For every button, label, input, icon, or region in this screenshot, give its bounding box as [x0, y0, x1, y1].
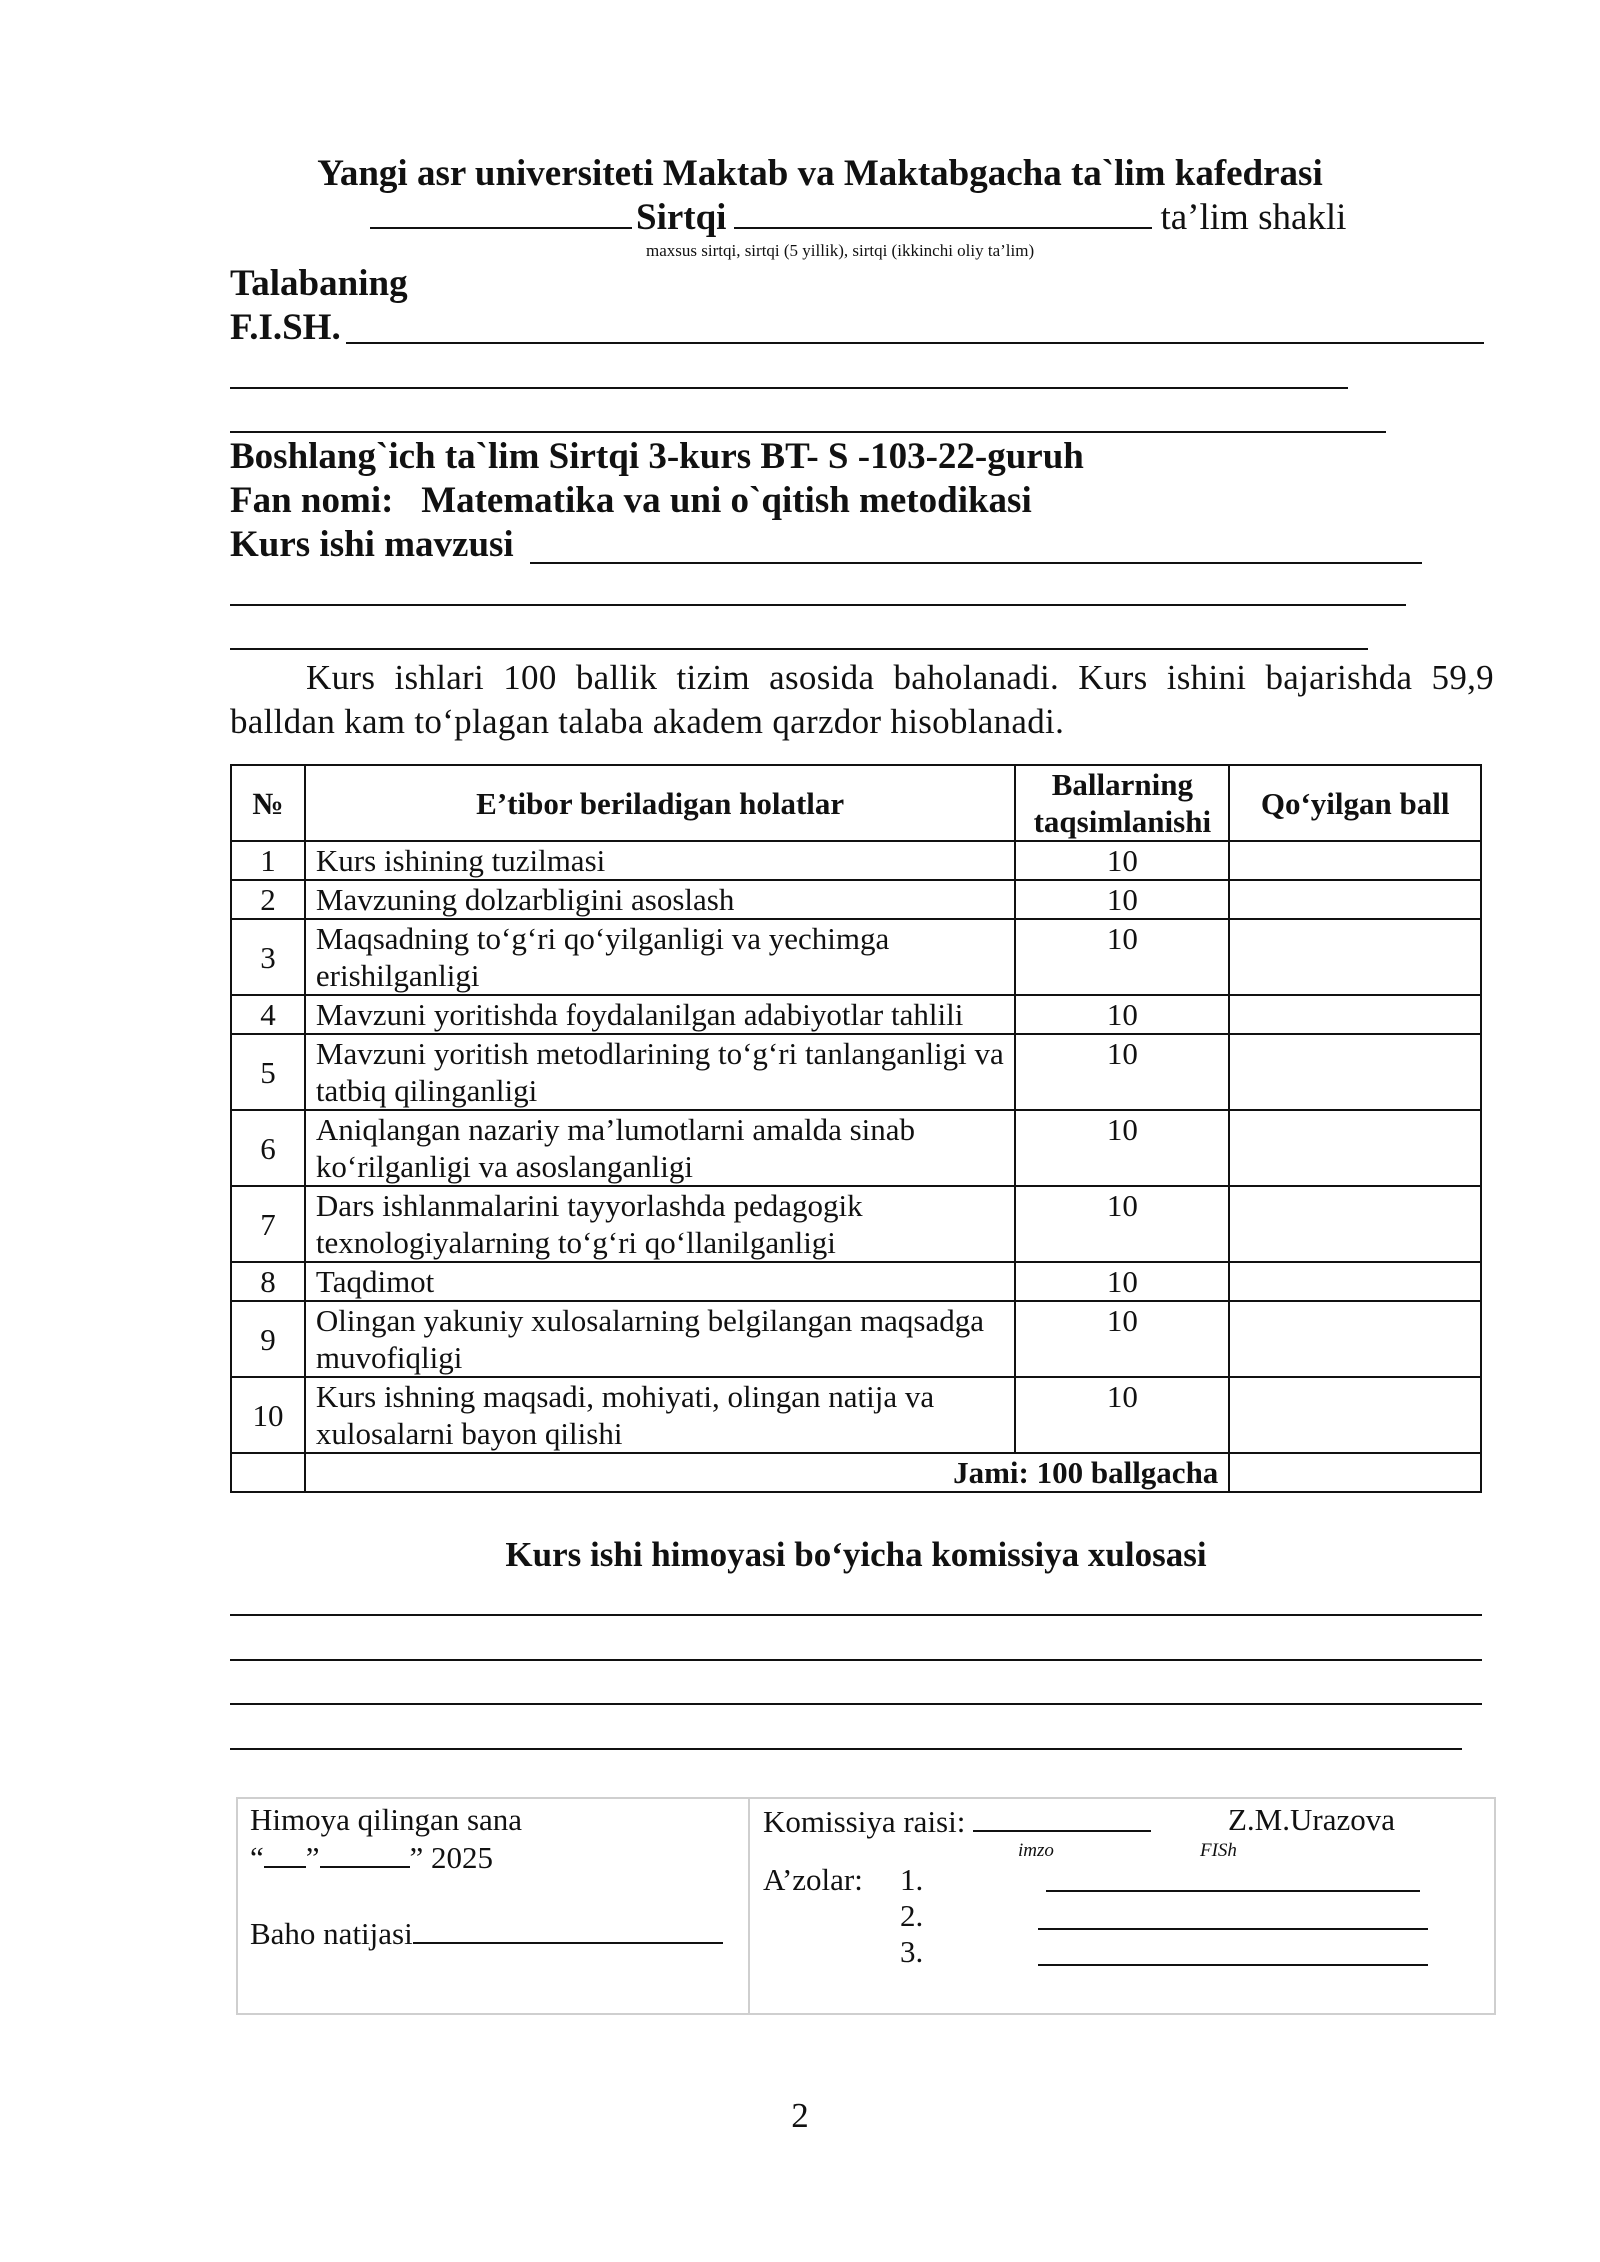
row-points: 10 — [1015, 841, 1229, 880]
table-row — [231, 841, 1481, 880]
commission-chair-label: Komissiya raisi: — [763, 1804, 966, 1839]
grade-result-field — [250, 1914, 723, 1952]
member-blank[interactable] — [1046, 1890, 1420, 1892]
row-criterion: Taqdimot — [305, 1262, 1015, 1301]
table-row — [231, 1034, 1481, 1110]
date-month-blank[interactable] — [320, 1838, 410, 1868]
grade-result-blank[interactable] — [413, 1914, 723, 1944]
header-number: № — [231, 765, 305, 841]
date-day-blank[interactable] — [264, 1838, 306, 1868]
grade-result-label: Baho natijasi — [250, 1916, 413, 1951]
row-points: 10 — [1015, 1301, 1229, 1377]
row-criterion: Mavzuni yoritish metodlarining to‘g‘ri tanlanganligi va tatbiq qilinganligi — [305, 1034, 1015, 1110]
row-number: 8 — [231, 1262, 305, 1301]
table-row — [231, 1262, 1481, 1301]
topic-blank-2 — [230, 604, 1406, 606]
study-form-suffix: ta’lim shakli — [1160, 197, 1347, 238]
conclusion-title: Kurs ishi himoyasi bo‘yicha komissiya xulosasi — [505, 1535, 1207, 1574]
grading-intro: Kurs ishlari 100 ballik tizim asosida baholanadi. Kurs ishini bajarishda 59,9 balldan kam to‘plagan talaba akadem qarzdor hisoblanadi. — [230, 658, 1494, 741]
signature-box-divider — [748, 1797, 750, 2015]
signature-hint: imzo — [1018, 1840, 1054, 1861]
topic-blank — [530, 562, 1422, 564]
member-number: 2. — [900, 1898, 924, 1933]
defense-date-label: Himoya qilingan sana — [250, 1802, 523, 1837]
row-score[interactable] — [1229, 1034, 1481, 1110]
row-points: 10 — [1015, 919, 1229, 995]
table-row — [231, 919, 1481, 995]
table-row — [231, 1186, 1481, 1262]
row-number: 10 — [231, 1377, 305, 1453]
row-criterion: Maqsadning to‘g‘ri qo‘yilganligi va yechimga erishilganligi — [305, 919, 1015, 995]
conclusion-line — [230, 1659, 1482, 1661]
name-hint: FISh — [1200, 1840, 1237, 1861]
study-form-blank-right — [734, 197, 1152, 229]
row-points: 10 — [1015, 1377, 1229, 1453]
grading-table — [230, 764, 1482, 1493]
row-number: 5 — [231, 1034, 305, 1110]
row-points: 10 — [1015, 1034, 1229, 1110]
row-criterion: Mavzuning dolzarbligini asoslash — [305, 880, 1015, 919]
table-total-row — [231, 1453, 1481, 1492]
student-name-blank — [346, 342, 1484, 344]
header-criterion: E’tibor beriladigan holatlar — [305, 765, 1015, 841]
row-number: 7 — [231, 1186, 305, 1262]
student-label: Talabaning — [230, 263, 408, 304]
table-row — [231, 995, 1481, 1034]
header-points: Ballarning taqsimlanishi — [1015, 765, 1229, 841]
total-label: Jami: 100 ballgacha — [305, 1453, 1229, 1492]
row-points: 10 — [1015, 1110, 1229, 1186]
study-form-value: Sirtqi — [636, 197, 727, 238]
row-number: 3 — [231, 919, 305, 995]
subject-value: Matematika va uni o`qitish metodikasi — [421, 480, 1032, 521]
student-name-blank-2 — [230, 387, 1348, 389]
member-blank[interactable] — [1038, 1964, 1428, 1966]
member-blank[interactable] — [1038, 1928, 1428, 1930]
row-number: 6 — [231, 1110, 305, 1186]
group-info: Boshlang`ich ta`lim Sirtqi 3-kurs BT- S -103-22-guruh — [230, 436, 1084, 477]
row-score[interactable] — [1229, 1301, 1481, 1377]
commission-chair-name: Z.M.Urazova — [1228, 1802, 1395, 1837]
row-criterion: Kurs ishning maqsadi, mohiyati, olingan natija va xulosalarni bayon qilishi — [305, 1377, 1015, 1453]
topic-blank-3 — [230, 648, 1368, 650]
table-row — [231, 1301, 1481, 1377]
row-score[interactable] — [1229, 1186, 1481, 1262]
student-name-label: F.I.SH. — [230, 307, 341, 348]
row-score[interactable] — [1229, 1110, 1481, 1186]
row-criterion: Kurs ishining tuzilmasi — [305, 841, 1015, 880]
total-score[interactable] — [1229, 1453, 1481, 1492]
subject-label: Fan nomi: — [230, 480, 394, 521]
row-points: 10 — [1015, 1262, 1229, 1301]
row-score[interactable] — [1229, 919, 1481, 995]
member-number: 1. — [900, 1862, 924, 1897]
commission-chair-field — [763, 1802, 1151, 1840]
row-score[interactable] — [1229, 1262, 1481, 1301]
defense-date-field: “ ” ” 2025 — [250, 1840, 494, 1875]
row-number: 1 — [231, 841, 305, 880]
student-name-blank-3 — [230, 431, 1386, 433]
study-form-hint: maxsus sirtqi, sirtqi (5 yillik), sirtqi (ikkinchi oliy ta’lim) — [646, 241, 1035, 260]
row-score[interactable] — [1229, 880, 1481, 919]
conclusion-line — [230, 1703, 1482, 1705]
row-score[interactable] — [1229, 841, 1481, 880]
row-criterion: Mavzuni yoritishda foydalanilgan adabiyotlar tahlili — [305, 995, 1015, 1034]
row-points: 10 — [1015, 880, 1229, 919]
study-form-blank-left — [370, 197, 632, 229]
page-number: 2 — [791, 2096, 809, 2135]
conclusion-line — [230, 1748, 1462, 1750]
chair-signature-blank[interactable] — [973, 1802, 1151, 1832]
subject-line — [230, 479, 1032, 522]
table-row — [231, 1377, 1481, 1453]
row-criterion: Olingan yakuniy xulosalarning belgilangan maqsadga muvofiqligi — [305, 1301, 1015, 1377]
row-points: 10 — [1015, 995, 1229, 1034]
table-row — [231, 1110, 1481, 1186]
row-number: 9 — [231, 1301, 305, 1377]
conclusion-line — [230, 1614, 1482, 1616]
university-title: Yangi asr universiteti Maktab va Maktabgacha ta`lim kafedrasi — [317, 153, 1323, 194]
row-score[interactable] — [1229, 1377, 1481, 1453]
total-empty-cell — [231, 1453, 305, 1492]
members-label: A’zolar: — [763, 1862, 863, 1897]
header-score: Qo‘yilgan ball — [1229, 765, 1481, 841]
row-number: 4 — [231, 995, 305, 1034]
table-row — [231, 880, 1481, 919]
member-number: 3. — [900, 1934, 924, 1969]
row-criterion: Dars ishlanmalarini tayyorlashda pedagogik texnologiyalarning to‘g‘ri qo‘llanilganligi — [305, 1186, 1015, 1262]
topic-label: Kurs ishi mavzusi — [230, 524, 514, 565]
study-form-line — [370, 196, 1346, 239]
row-criterion: Aniqlangan nazariy ma’lumotlarni amalda sinab ko‘rilganligi va asoslanganligi — [305, 1110, 1015, 1186]
row-number: 2 — [231, 880, 305, 919]
row-score[interactable] — [1229, 995, 1481, 1034]
row-points: 10 — [1015, 1186, 1229, 1262]
